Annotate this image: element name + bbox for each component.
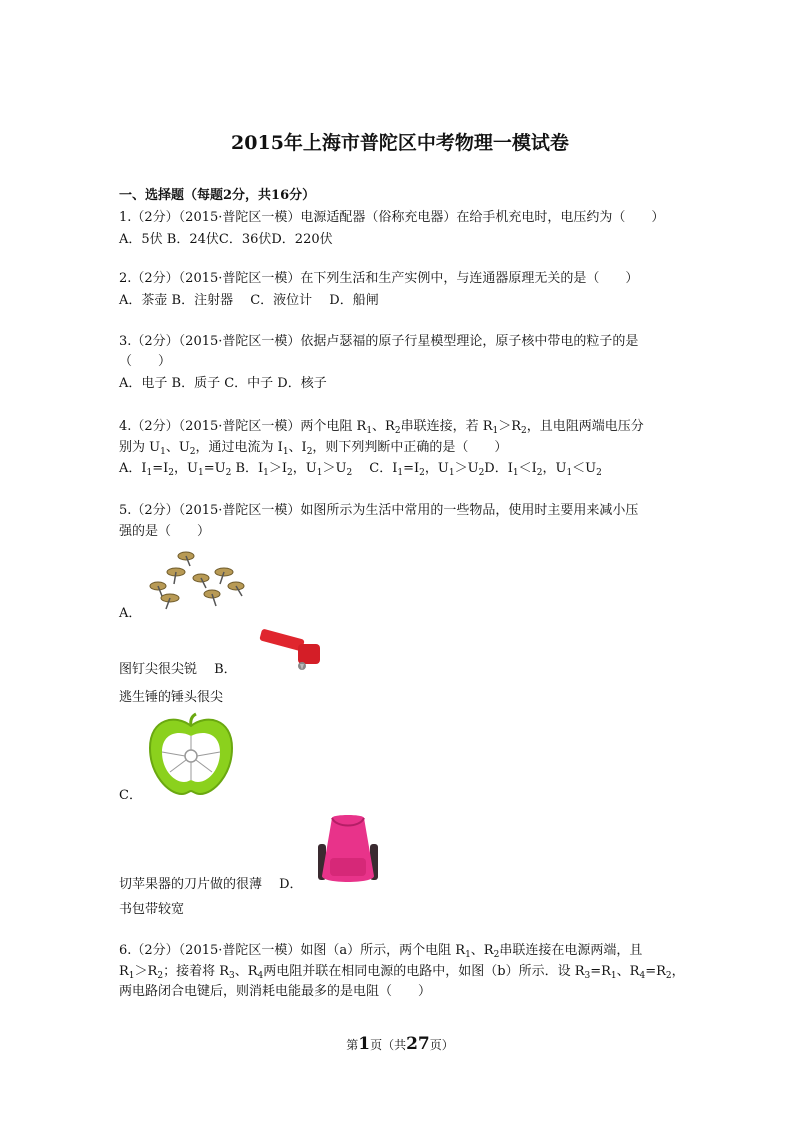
subscript: 1 xyxy=(160,447,166,457)
subscript: 2 xyxy=(189,447,196,457)
subscript: 4 xyxy=(639,971,646,981)
subscript: 2 xyxy=(419,468,425,478)
subscript: 1 xyxy=(282,447,289,457)
q4-text: 串联连接，若 R xyxy=(400,419,493,434)
q4-opt: ＞U xyxy=(454,461,479,476)
q4-opt: ＞U xyxy=(322,461,347,476)
q6-text: 、R xyxy=(470,943,494,958)
subscript: 4 xyxy=(257,971,264,981)
section-heading: 一、选择题（每题2分，共16分） xyxy=(119,188,316,203)
q6-text: 、R xyxy=(616,964,640,979)
subscript: 2 xyxy=(665,971,672,981)
q6-text: ＞R xyxy=(134,964,158,979)
q4-text: 别为 U xyxy=(119,440,161,455)
subscript: 3 xyxy=(228,971,235,981)
q5-stem-line1: 5.（2分）（2015·普陀区一模）如图所示为生活中常用的一些物品，使用时主要用来减小压 xyxy=(119,503,639,518)
q4-text: ＞R xyxy=(498,419,522,434)
q4-stem-line2 xyxy=(119,436,507,455)
subscript: 1 xyxy=(566,468,573,478)
q4-text: 4.（2分）（2015·普陀区一模）两个电阻 R xyxy=(119,419,367,434)
subscript: 1 xyxy=(128,971,135,981)
subscript: 2 xyxy=(346,468,353,478)
q6-stem-line2 xyxy=(119,960,685,979)
subscript: 3 xyxy=(584,971,591,981)
subscript: 2 xyxy=(394,426,401,436)
footer-post: 页） xyxy=(429,1038,454,1052)
q6-text: 两电阻并联在相同电源的电路中，如图（b）所示．设 R xyxy=(263,964,585,979)
q6-text: =R xyxy=(590,964,611,979)
q6-text: 、R xyxy=(234,964,258,979)
subscript: 1 xyxy=(610,971,617,981)
q4-opt: =I xyxy=(152,461,169,476)
footer-pre: 第 xyxy=(346,1038,359,1052)
q4-opt: ＞I xyxy=(268,461,288,476)
q6-text: ， xyxy=(671,964,685,979)
q5-label-a: A． xyxy=(119,606,142,621)
subscript: 1 xyxy=(465,950,471,960)
subscript: 1 xyxy=(397,468,404,478)
subscript: 1 xyxy=(448,468,455,478)
q4-opt: D．I xyxy=(484,461,513,476)
q4-opt: ，U xyxy=(292,461,317,476)
q4-opt: =I xyxy=(403,461,420,476)
q4-opt: =U xyxy=(203,461,226,476)
subscript: 1 xyxy=(263,468,269,478)
q4-options xyxy=(119,457,602,476)
subscript: 2 xyxy=(225,468,232,478)
subscript: 1 xyxy=(366,426,373,436)
subscript: 2 xyxy=(493,950,500,960)
q1-stem: 1.（2分）（2015·普陀区一模）电源适配器（俗称充电器）在给手机充电时，电压约为（ ） xyxy=(119,210,665,225)
q5-caption-c: 切苹果器的刀片做的很薄 D． xyxy=(119,877,303,892)
subscript: 2 xyxy=(521,426,527,436)
q6-text: =R xyxy=(645,964,666,979)
subscript: 2 xyxy=(596,468,602,478)
q6-text: ；接着将 R xyxy=(163,964,229,979)
q4-text: 、U xyxy=(165,440,190,455)
q5-caption-a: 图钉尖很尖锐 B． xyxy=(119,662,237,677)
escape-hammer-image xyxy=(258,628,326,672)
page-title: 2015年上海市普陀区中考物理一模试卷 xyxy=(231,132,569,154)
q4-opt: C．I xyxy=(352,461,398,476)
q4-opt: ，U xyxy=(424,461,449,476)
page-footer xyxy=(0,1034,800,1054)
subscript: 1 xyxy=(316,468,323,478)
q6-stem-line3: 两电路闭合电键后，则消耗电能最多的是电阻（ ） xyxy=(119,984,432,999)
q6-text: 6.（2分）（2015·普陀区一模）如图（a）所示，两个电阻 R xyxy=(119,943,466,958)
q5-caption-d: 书包带较宽 xyxy=(119,902,185,917)
q4-text: ，通过电流为 I xyxy=(195,440,283,455)
q4-stem-line1 xyxy=(119,415,644,434)
q3-stem-line1: 3.（2分）（2015·普陀区一模）依据卢瑟福的原子行星模型理论，原子核中带电的粒子的是 xyxy=(119,334,639,349)
q4-opt: ，U xyxy=(174,461,198,476)
thumbtacks-image xyxy=(146,546,250,612)
subscript: 1 xyxy=(492,426,499,436)
footer-mid: 页（共 xyxy=(370,1038,407,1052)
subscript: 2 xyxy=(306,447,313,457)
q5-label-c: C． xyxy=(119,788,142,803)
subscript: 1 xyxy=(198,468,204,478)
current-page-number: 1 xyxy=(358,1034,371,1054)
q4-opt: A．I xyxy=(119,461,147,476)
q5-stem-line2: 强的是（ ） xyxy=(119,524,211,539)
apple-slicer-image xyxy=(146,712,236,798)
q4-text: ，且电阻两端电压分 xyxy=(526,419,644,434)
q1-options: A．5伏 B．24伏C．36伏D．220伏 xyxy=(119,232,333,247)
subscript: 2 xyxy=(536,468,543,478)
q5-caption-b: 逃生锤的锤头很尖 xyxy=(119,690,224,705)
q4-opt: ＜U xyxy=(572,461,597,476)
q4-opt: B．I xyxy=(231,461,264,476)
subscript: 2 xyxy=(287,468,293,478)
q2-stem: 2.（2分）（2015·普陀区一模）在下列生活和生产实例中，与连通器原理无关的是（ ） xyxy=(119,271,639,286)
q3-options: A．电子 B．质子 C．中子 D．核子 xyxy=(119,376,327,391)
subscript: 1 xyxy=(512,468,519,478)
q4-text: 、I xyxy=(288,440,307,455)
q4-opt: ，U xyxy=(542,461,567,476)
subscript: 2 xyxy=(157,971,164,981)
q4-opt: ＜I xyxy=(518,461,537,476)
backpack-image xyxy=(316,814,380,888)
subscript: 1 xyxy=(146,468,153,478)
q6-text: 串联连接在电源两端，且 xyxy=(499,943,643,958)
total-page-number: 27 xyxy=(406,1034,430,1054)
q3-stem-line2: （ ） xyxy=(119,354,172,369)
q6-text: R xyxy=(119,964,129,979)
q4-text: 、R xyxy=(372,419,395,434)
q6-stem-line1 xyxy=(119,939,642,958)
q4-text: ，则下列判断中正确的是（ ） xyxy=(312,440,508,455)
subscript: 2 xyxy=(478,468,485,478)
subscript: 2 xyxy=(168,468,175,478)
q2-options: A．茶壶 B．注射器 C．液位计 D．船闸 xyxy=(119,293,379,308)
